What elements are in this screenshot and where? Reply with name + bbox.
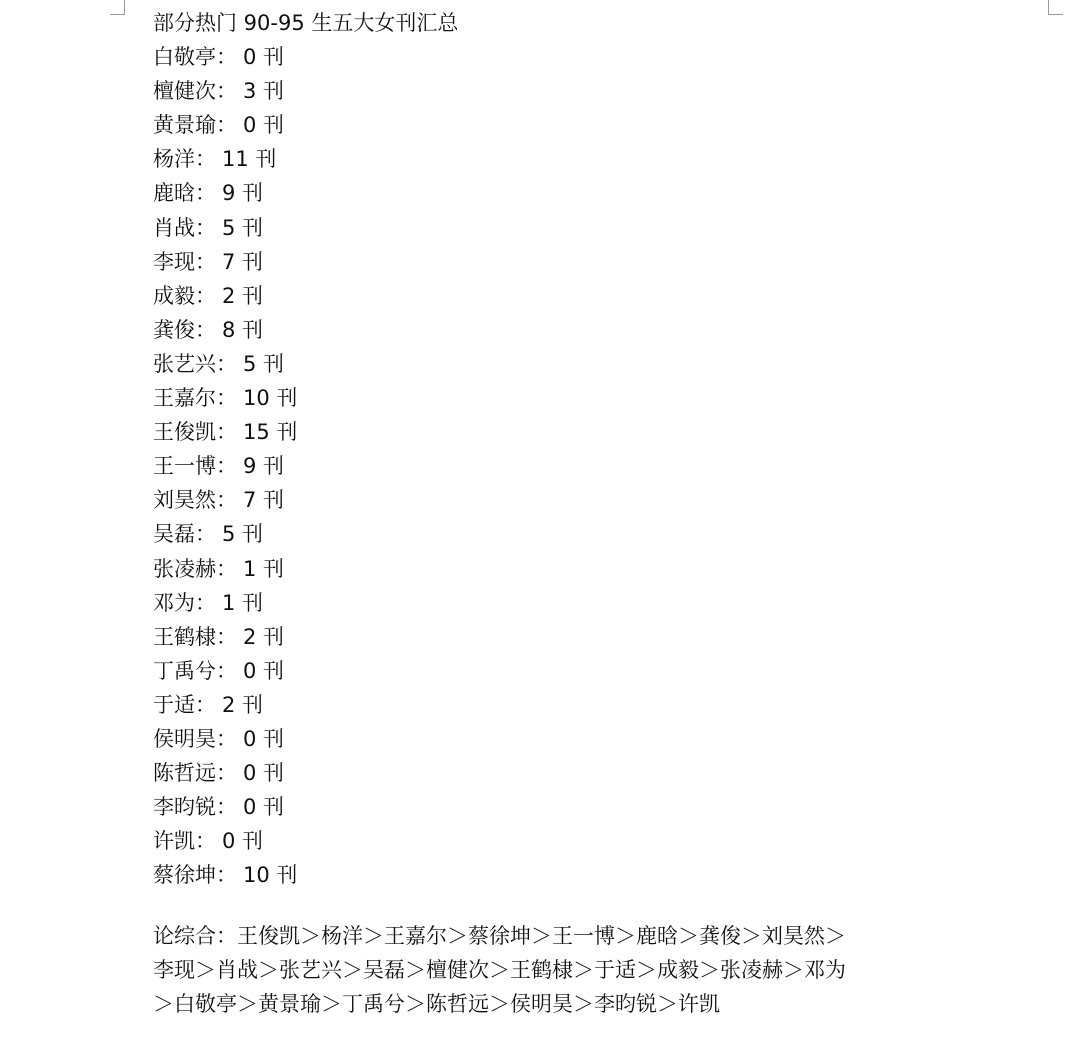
entry-name: 邓为: [153, 590, 195, 615]
entry-count: 7 刊: [222, 249, 264, 274]
entry-separator: ：: [216, 795, 237, 820]
list-item: [153, 858, 1053, 892]
entry-separator: ：: [216, 658, 237, 683]
list-item: [153, 415, 1053, 449]
entry-separator: ：: [216, 556, 237, 581]
list-item: [153, 211, 1053, 245]
document-body: [153, 6, 1053, 1021]
summary-line: ＞白敬亭＞黄景瑜＞丁禹兮＞陈哲远＞侯明昊＞李昀锐＞许凯: [153, 992, 720, 1017]
entry-count: 9 刊: [222, 181, 264, 206]
entry-count: 2 刊: [222, 692, 264, 717]
list-item: [153, 552, 1053, 586]
entry-count: 5 刊: [222, 522, 264, 547]
entry-separator: ：: [195, 829, 216, 854]
entry-name: 鹿晗: [153, 181, 195, 206]
entry-separator: ：: [195, 215, 216, 240]
entry-count: 10 刊: [243, 863, 298, 888]
entry-separator: ：: [216, 386, 237, 411]
entry-name: 张凌赫: [153, 556, 216, 581]
list-item: [153, 722, 1053, 756]
margin-corner-mark-left: [110, 0, 125, 15]
entry-count: 5 刊: [243, 351, 285, 376]
entry-count: 10 刊: [243, 386, 298, 411]
entry-name: 王鹤棣: [153, 624, 216, 649]
entry-name: 成毅: [153, 283, 195, 308]
entry-list: [153, 40, 1053, 892]
list-item: [153, 483, 1053, 517]
entry-name: 刘昊然: [153, 488, 216, 513]
document-title: 部分热门 90-95 生五大女刊汇总: [153, 11, 459, 35]
entry-name: 王嘉尔: [153, 386, 216, 411]
list-item: [153, 279, 1053, 313]
entry-separator: ：: [195, 147, 216, 172]
list-item: [153, 381, 1053, 415]
entry-count: 7 刊: [243, 488, 285, 513]
entry-separator: ：: [216, 726, 237, 751]
list-item: [153, 40, 1053, 74]
entry-name: 檀健次: [153, 79, 216, 104]
entry-name: 杨洋: [153, 147, 195, 172]
entry-name: 黄景瑜: [153, 113, 216, 138]
entry-separator: ：: [216, 420, 237, 445]
entry-count: 11 刊: [222, 147, 277, 172]
entry-count: 15 刊: [243, 420, 298, 445]
entry-name: 于适: [153, 692, 195, 717]
entry-count: 8 刊: [222, 317, 264, 342]
entry-name: 侯明昊: [153, 726, 216, 751]
entry-separator: ：: [195, 522, 216, 547]
entry-separator: ：: [216, 454, 237, 479]
paragraph-gap: [153, 892, 1053, 919]
entry-count: 0 刊: [243, 113, 285, 138]
summary-line: 论综合：王俊凯＞杨洋＞王嘉尔＞蔡徐坤＞王一博＞鹿晗＞龚俊＞刘昊然＞: [153, 924, 846, 949]
entry-count: 1 刊: [222, 590, 264, 615]
list-item: [153, 74, 1053, 108]
list-item: [153, 517, 1053, 551]
entry-count: 0 刊: [243, 45, 285, 70]
entry-separator: ：: [195, 249, 216, 274]
entry-separator: ：: [195, 692, 216, 717]
entry-separator: ：: [216, 624, 237, 649]
list-item: [153, 756, 1053, 790]
entry-count: 5 刊: [222, 215, 264, 240]
entry-count: 0 刊: [222, 829, 264, 854]
list-item: [153, 142, 1053, 176]
summary-line: 李现＞肖战＞张艺兴＞吴磊＞檀健次＞王鹤棣＞于适＞成毅＞张凌赫＞邓为: [153, 958, 846, 983]
entry-name: 许凯: [153, 829, 195, 854]
entry-count: 0 刊: [243, 761, 285, 786]
entry-separator: ：: [216, 488, 237, 513]
entry-separator: ：: [216, 351, 237, 376]
entry-separator: ：: [216, 863, 237, 888]
entry-count: 0 刊: [243, 658, 285, 683]
list-item: [153, 790, 1053, 824]
list-item: [153, 245, 1053, 279]
list-item: [153, 313, 1053, 347]
entry-name: 陈哲远: [153, 761, 216, 786]
ranking-summary: [153, 919, 1053, 1021]
list-item: [153, 620, 1053, 654]
list-item: [153, 586, 1053, 620]
entry-name: 吴磊: [153, 522, 195, 547]
entry-separator: ：: [195, 317, 216, 342]
list-item: [153, 108, 1053, 142]
list-item: [153, 654, 1053, 688]
entry-count: 1 刊: [243, 556, 285, 581]
entry-separator: ：: [195, 283, 216, 308]
entry-separator: ：: [216, 761, 237, 786]
entry-separator: ：: [216, 79, 237, 104]
entry-name: 龚俊: [153, 317, 195, 342]
list-item: [153, 347, 1053, 381]
list-item: [153, 449, 1053, 483]
entry-count: 2 刊: [243, 624, 285, 649]
entry-separator: ：: [216, 45, 237, 70]
entry-name: 李现: [153, 249, 195, 274]
entry-separator: ：: [195, 590, 216, 615]
entry-count: 3 刊: [243, 79, 285, 104]
entry-name: 张艺兴: [153, 351, 216, 376]
entry-count: 0 刊: [243, 726, 285, 751]
entry-count: 2 刊: [222, 283, 264, 308]
list-item: [153, 824, 1053, 858]
entry-count: 0 刊: [243, 795, 285, 820]
entry-name: 李昀锐: [153, 795, 216, 820]
entry-name: 王俊凯: [153, 420, 216, 445]
entry-name: 王一博: [153, 454, 216, 479]
entry-count: 9 刊: [243, 454, 285, 479]
entry-name: 蔡徐坤: [153, 863, 216, 888]
entry-name: 白敬亭: [153, 45, 216, 70]
entry-separator: ：: [195, 181, 216, 206]
list-item: [153, 176, 1053, 210]
entry-name: 肖战: [153, 215, 195, 240]
entry-name: 丁禹兮: [153, 658, 216, 683]
list-item: [153, 688, 1053, 722]
entry-separator: ：: [216, 113, 237, 138]
